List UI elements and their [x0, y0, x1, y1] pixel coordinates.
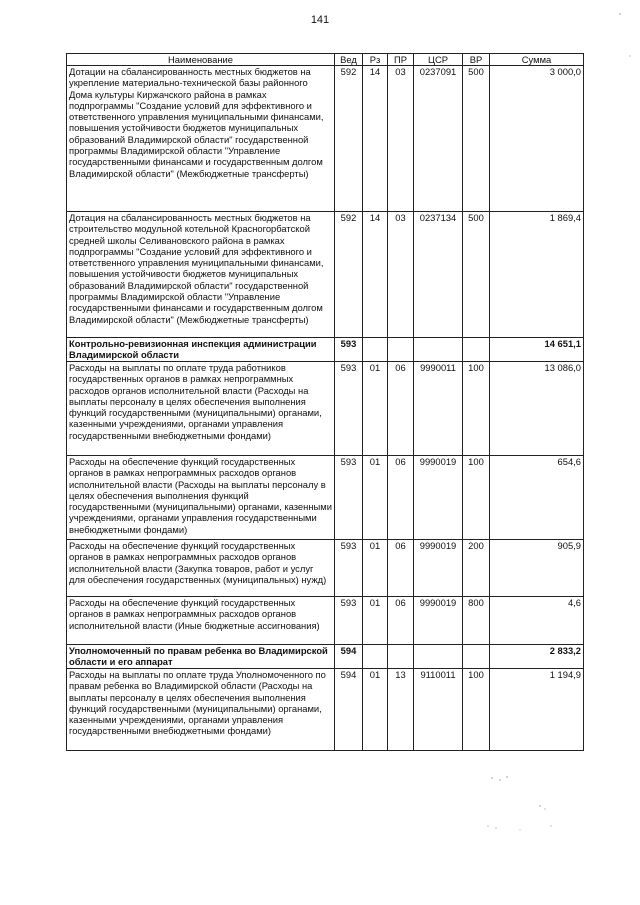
- header-rz: Рз: [363, 54, 388, 66]
- row-vr: 100: [463, 456, 490, 540]
- table-header-row: [67, 54, 584, 66]
- row-pr: 03: [388, 66, 414, 212]
- row-name: Расходы на обеспечение функций государственных органов в рамках непрограммных расходов органов исполнительной власти (Иные бюджетные ассигнования): [67, 597, 335, 645]
- row-rz: 01: [363, 597, 388, 645]
- row-vr: [463, 645, 490, 669]
- row-csr: 0237134: [414, 212, 463, 338]
- header-pr: ПР: [388, 54, 414, 66]
- row-ved: 593: [335, 597, 363, 645]
- row-sum: 14 651,1: [490, 338, 584, 362]
- table-row: [67, 338, 584, 362]
- row-ved: 592: [335, 66, 363, 212]
- table-row: [67, 540, 584, 597]
- row-pr: [388, 338, 414, 362]
- row-name: Дотации на сбалансированность местных бюджетов на укрепление материально-технической базы районного Дома культуры Киржачского района в рамках подпрограммы "Создание условий для эффективного и ответственного управления муниципальными финансами, повышения устойчивости бюджетов муниципальных образований Владимирской области" государственной программы Владимирской области "Управление государственными финансами и государственным долгом Владимирской области" (Межбюджетные трансферты): [67, 66, 335, 212]
- row-sum: 654,6: [490, 456, 584, 540]
- table-row: [67, 645, 584, 669]
- row-vr: 100: [463, 362, 490, 456]
- row-name: Расходы на обеспечение функций государственных органов в рамках непрограммных расходов органов исполнительной власти (Закупка товаров, работ и услуг для обеспечения государственных (муниципальных) нужд): [67, 540, 335, 597]
- row-rz: 01: [363, 362, 388, 456]
- row-name: Контрольно-ревизионная инспекция администрации Владимирской области: [67, 338, 335, 362]
- row-ved: 593: [335, 540, 363, 597]
- row-sum: 1 194,9: [490, 669, 584, 751]
- row-vr: [463, 338, 490, 362]
- row-csr: 0237091: [414, 66, 463, 212]
- row-rz: 14: [363, 66, 388, 212]
- row-csr: [414, 645, 463, 669]
- row-vr: 800: [463, 597, 490, 645]
- row-name: Уполномоченный по правам ребенка во Владимирской области и его аппарат: [67, 645, 335, 669]
- row-csr: 9110011: [414, 669, 463, 751]
- table-row: [67, 212, 584, 338]
- row-pr: [388, 645, 414, 669]
- table-row: [67, 456, 584, 540]
- table-row: [67, 362, 584, 456]
- row-ved: 592: [335, 212, 363, 338]
- row-name: Расходы на обеспечение функций государственных органов в рамках непрограммных расходов органов исполнительной власти (Расходы на выплаты персоналу в целях обеспечения выполнения функций государственными (муниципальными) органами, казенными учреждениями, органами управления государственными внебюджетными фондами): [67, 456, 335, 540]
- row-vr: 200: [463, 540, 490, 597]
- row-csr: 9990019: [414, 597, 463, 645]
- row-ved: 593: [335, 338, 363, 362]
- row-ved: 593: [335, 362, 363, 456]
- row-vr: 100: [463, 669, 490, 751]
- row-csr: [414, 338, 463, 362]
- row-sum: 2 833,2: [490, 645, 584, 669]
- row-pr: 03: [388, 212, 414, 338]
- table-row: [67, 66, 584, 212]
- row-sum: 3 000,0: [490, 66, 584, 212]
- row-rz: 14: [363, 212, 388, 338]
- budget-table: [66, 53, 584, 751]
- row-ved: 594: [335, 669, 363, 751]
- row-pr: 06: [388, 540, 414, 597]
- row-sum: 4,6: [490, 597, 584, 645]
- row-pr: 06: [388, 456, 414, 540]
- row-rz: 01: [363, 669, 388, 751]
- row-ved: 594: [335, 645, 363, 669]
- table-row: [67, 597, 584, 645]
- row-vr: 500: [463, 66, 490, 212]
- row-name: Расходы на выплаты по оплате труда Уполномоченного по правам ребенка во Владимирской области (Расходы на выплаты персоналу в целях обеспечения выполнения функций государственными (муниципальными) органами, казенными учреждениями, органами управления государственными внебюджетными фондами): [67, 669, 335, 751]
- header-sum: Сумма: [490, 54, 584, 66]
- row-rz: [363, 645, 388, 669]
- row-pr: 06: [388, 597, 414, 645]
- row-name: Дотация на сбалансированность местных бюджетов на строительство модульной котельной Красногорбатской средней школы Селивановского района в рамках подпрограммы "Создание условий для эффективного и ответственного управления муниципальными финансами, повышения устойчивости бюджетов муниципальных образований Владимирской области" государственной программы Владимирской области "Управление государственными финансами и государственным долгом Владимирской области" (Межбюджетные трансферты): [67, 212, 335, 338]
- row-rz: 01: [363, 456, 388, 540]
- row-ved: 593: [335, 456, 363, 540]
- header-name: Наименование: [67, 54, 335, 66]
- table-row: [67, 669, 584, 751]
- row-rz: 01: [363, 540, 388, 597]
- row-csr: 9990019: [414, 540, 463, 597]
- row-pr: 06: [388, 362, 414, 456]
- row-sum: 1 869,4: [490, 212, 584, 338]
- header-ved: Вед: [335, 54, 363, 66]
- header-csr: ЦСР: [414, 54, 463, 66]
- row-csr: 9990019: [414, 456, 463, 540]
- row-csr: 9990011: [414, 362, 463, 456]
- row-pr: 13: [388, 669, 414, 751]
- page-number: 141: [310, 14, 330, 26]
- header-vr: ВР: [463, 54, 490, 66]
- row-sum: 905,9: [490, 540, 584, 597]
- row-vr: 500: [463, 212, 490, 338]
- row-rz: [363, 338, 388, 362]
- row-sum: 13 086,0: [490, 362, 584, 456]
- row-name: Расходы на выплаты по оплате труда работников государственных органов в рамках непрограммных расходов органов исполнительной власти (Расходы на выплаты персоналу в целях обеспечения выполнения функций государственными (муниципальными) органами, казенными учреждениями, органами управления государственными внебюджетными фондами): [67, 362, 335, 456]
